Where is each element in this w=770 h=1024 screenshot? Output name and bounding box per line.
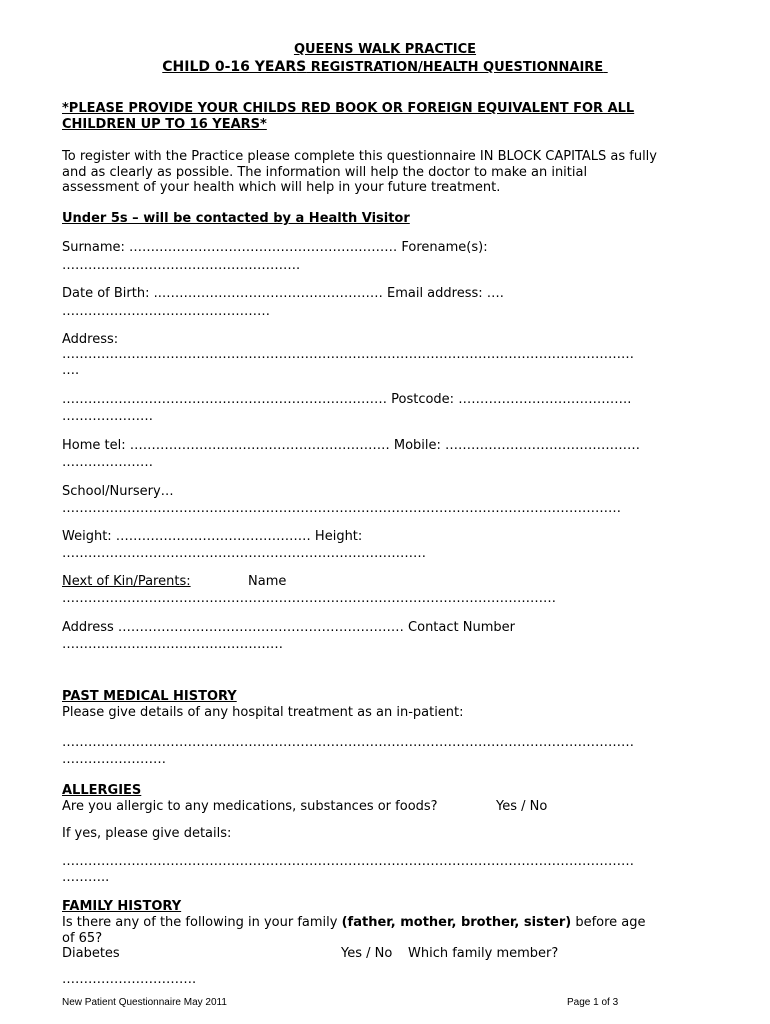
postcode-field-continuation[interactable]: ………………… — [62, 409, 153, 424]
height-field-continuation[interactable]: ………………………………………………………………………… — [62, 546, 426, 561]
allergies-heading: ALLERGIES — [62, 783, 142, 798]
footer-document-name: New Patient Questionnaire May 2011 — [62, 997, 227, 1008]
diabetes-which-member-label: Which family member? — [408, 946, 559, 961]
intro-line1: To register with the Practice please complete this questionnaire IN BLOCK CAPITALS as fully — [62, 149, 657, 164]
next-of-kin-name-label: Name — [248, 574, 287, 589]
address-label: Address: — [62, 332, 119, 347]
address-field-line1-continuation[interactable]: …. — [62, 363, 80, 378]
dob-email-field[interactable]: Date of Birth: ..…………………………………………… Email address: …. — [62, 286, 504, 301]
school-field[interactable]: ………………………………………………………………………………………………………………… — [62, 501, 621, 516]
footer-page-number: Page 1 of 3 — [567, 997, 619, 1008]
school-label: School/Nursery… — [62, 484, 174, 499]
family-history-heading: FAMILY HISTORY — [62, 899, 182, 914]
family-question-end: before age — [571, 915, 646, 930]
forename-field-continuation[interactable]: ………………………………………………. — [62, 258, 301, 273]
email-field-continuation[interactable]: ………………………………………… — [62, 304, 270, 319]
form-title-prefix: CHILD 0-16 YEAR — [162, 59, 297, 75]
address-field-line1[interactable]: …………………………………………………………………………………………………………………… — [62, 347, 634, 362]
next-of-kin-label: Next of Kin/Parents: — [62, 574, 191, 589]
family-question-start: Is there any of the following in your family — [62, 915, 342, 930]
weight-height-field[interactable]: Weight: ……………………………………… Height: — [62, 529, 363, 544]
contact-number-continuation[interactable]: …………………………………………… — [62, 637, 283, 652]
diabetes-member-field[interactable]: …………………………. — [62, 972, 197, 987]
allergies-details-continuation[interactable]: ……….. — [62, 870, 110, 885]
allergies-question: Are you allergic to any medications, substances or foods? — [62, 799, 438, 814]
past-medical-field-continuation[interactable]: …………………… — [62, 752, 166, 767]
allergies-details-field[interactable]: …………………………………………………………………………………………………………………… — [62, 854, 634, 869]
address-postcode-field[interactable]: ………………………………………………………………… Postcode: …………………………………. — [62, 392, 632, 407]
under5-heading: Under 5s – will be contacted by a Health Visitor — [62, 211, 410, 226]
allergies-yes-no[interactable]: Yes / No — [496, 799, 548, 814]
diabetes-label: Diabetes — [62, 946, 120, 961]
form-title-s: S — [296, 59, 307, 75]
intro-line2: and as clearly as possible. The information will help the doctor to make an initial — [62, 165, 588, 180]
form-title — [0, 59, 770, 75]
allergies-details-label: If yes, please give details: — [62, 826, 232, 841]
diabetes-yes-no[interactable]: Yes / No — [341, 946, 393, 961]
kin-address-contact-field[interactable]: Address ………………………………………………………… Contact Number — [62, 620, 515, 635]
home-tel-mobile-field[interactable]: Home tel: …………………………………………………… Mobile: ……………………………………… — [62, 438, 641, 453]
next-of-kin-name-field[interactable]: …………………………………………………………………………………………………… — [62, 591, 556, 606]
form-title-suffix: REGISTRATION/HEALTH QUESTIONNAIRE — [306, 60, 604, 75]
family-question-members: (father, mother, brother, sister) — [341, 915, 572, 930]
family-history-question — [62, 915, 646, 930]
red-book-notice-line2: CHILDREN UP TO 16 YEARS* — [62, 117, 267, 132]
past-medical-question: Please give details of any hospital treatment as an in-patient: — [62, 705, 464, 720]
family-history-question-line2: of 65? — [62, 931, 103, 946]
past-medical-field[interactable]: …………………………………………………………………………………………………………………… — [62, 735, 634, 750]
mobile-field-continuation[interactable]: ………………… — [62, 455, 153, 470]
past-medical-heading: PAST MEDICAL HISTORY — [62, 689, 237, 704]
red-book-notice-line1: *PLEASE PROVIDE YOUR CHILDS RED BOOK OR FOREIGN EQUIVALENT FOR ALL — [62, 101, 635, 116]
intro-line3: assessment of your health which will help in your future treatment. — [62, 180, 501, 195]
surname-forename-field[interactable]: Surname: …….……………………………………….……… Forename(s): — [62, 240, 488, 255]
practice-name: QUEENS WALK PRACTICE — [293, 42, 477, 57]
